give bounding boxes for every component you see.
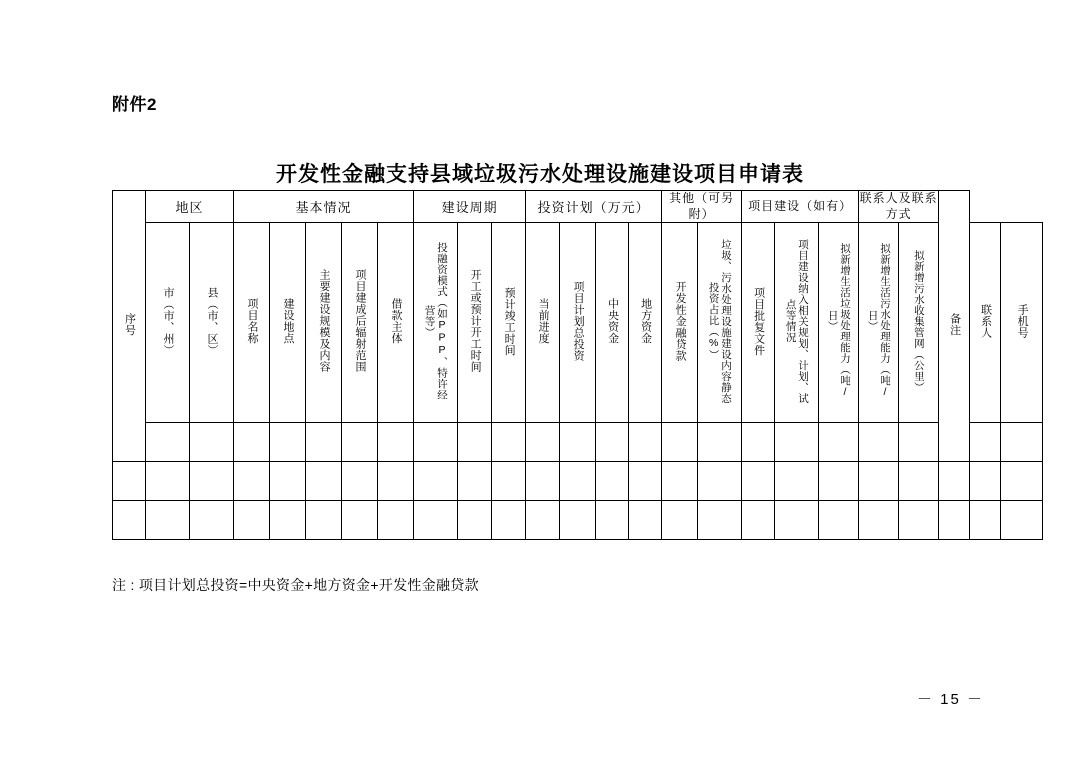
header-approval-document: 项目批复文件 xyxy=(742,223,775,423)
cell[interactable] xyxy=(662,423,698,462)
header-city: 市（市、州） xyxy=(146,223,190,423)
cell[interactable] xyxy=(1001,462,1043,501)
header-completion-time: 预计竣工时间 xyxy=(492,223,526,423)
page-number: － 15 － xyxy=(916,691,984,708)
header-project-name: 项目名称 xyxy=(234,223,270,423)
cell[interactable] xyxy=(414,501,458,540)
cell[interactable] xyxy=(775,462,819,501)
cell[interactable] xyxy=(342,501,378,540)
cell[interactable] xyxy=(378,501,414,540)
header-radiation-scope: 项目建成后辐射范围 xyxy=(342,223,378,423)
cell[interactable] xyxy=(1001,501,1043,540)
cell[interactable] xyxy=(526,423,560,462)
cell[interactable] xyxy=(234,423,270,462)
header-new-sewage-capacity: 拟新增生活污水处理能力（吨/日） xyxy=(859,223,899,423)
cell[interactable] xyxy=(458,462,492,501)
header-plan-inclusion: 项目建设纳入相关规划、计划、试点等情况 xyxy=(775,223,819,423)
cell[interactable] xyxy=(378,423,414,462)
cell[interactable] xyxy=(629,462,662,501)
cell[interactable] xyxy=(146,462,190,501)
header-total-investment: 项目计划总投资 xyxy=(560,223,596,423)
cell[interactable] xyxy=(742,423,775,462)
cell[interactable] xyxy=(859,462,899,501)
header-financing-mode: 投融资模式（如PPP、特许经营等） xyxy=(414,223,458,423)
cell[interactable] xyxy=(819,423,859,462)
cell[interactable] xyxy=(859,423,899,462)
cell[interactable] xyxy=(698,501,742,540)
cell[interactable] xyxy=(629,501,662,540)
header-new-waste-capacity: 拟新增生活垃圾处理能力（吨/日） xyxy=(819,223,859,423)
cell[interactable] xyxy=(270,423,306,462)
cell[interactable] xyxy=(596,462,629,501)
cell[interactable] xyxy=(819,462,859,501)
header-dev-finance-loan: 开发性金融贷款 xyxy=(662,223,698,423)
cell[interactable] xyxy=(234,501,270,540)
form-table xyxy=(112,190,1043,540)
cell[interactable] xyxy=(146,423,190,462)
cell[interactable] xyxy=(342,423,378,462)
header-remark: 备注 xyxy=(939,191,970,462)
cell[interactable] xyxy=(970,501,1001,540)
header-local-funds: 地方资金 xyxy=(629,223,662,423)
cell[interactable] xyxy=(492,501,526,540)
page-title: 开发性金融支持县域垃圾污水处理设施建设项目申请表 xyxy=(276,163,804,186)
cell[interactable] xyxy=(146,501,190,540)
table-sub-header-row xyxy=(113,223,1043,423)
table-row[interactable] xyxy=(113,501,1043,540)
cell[interactable] xyxy=(378,462,414,501)
application-form-table xyxy=(112,190,1029,540)
cell[interactable] xyxy=(270,501,306,540)
group-header-period: 建设周期 xyxy=(414,191,526,223)
cell[interactable] xyxy=(662,462,698,501)
header-mobile-number: 手机号 xyxy=(1001,223,1043,423)
cell[interactable] xyxy=(899,501,939,540)
cell[interactable] xyxy=(458,423,492,462)
cell[interactable] xyxy=(306,423,342,462)
header-seq: 序号 xyxy=(113,191,146,462)
header-static-investment-ratio: 垃圾、污水处理设施建设内容静态投资占比（%） xyxy=(698,223,742,423)
table-row[interactable] xyxy=(113,423,1043,462)
cell[interactable] xyxy=(492,423,526,462)
cell[interactable] xyxy=(458,501,492,540)
group-header-other: 其他（可另附） xyxy=(662,191,742,223)
cell[interactable] xyxy=(526,501,560,540)
cell[interactable] xyxy=(698,462,742,501)
cell[interactable] xyxy=(414,462,458,501)
cell[interactable] xyxy=(629,423,662,462)
cell[interactable] xyxy=(190,423,234,462)
cell[interactable] xyxy=(970,423,1001,462)
header-current-progress: 当前进度 xyxy=(526,223,560,423)
cell[interactable] xyxy=(899,423,939,462)
table-row[interactable] xyxy=(113,462,1043,501)
header-construction-site: 建设地点 xyxy=(270,223,306,423)
table-group-header-row xyxy=(113,191,1043,223)
cell[interactable] xyxy=(596,501,629,540)
cell[interactable] xyxy=(596,423,629,462)
cell[interactable] xyxy=(414,423,458,462)
header-start-time: 开工或预计开工时间 xyxy=(458,223,492,423)
header-contact-person: 联系人 xyxy=(970,223,1001,423)
cell[interactable] xyxy=(970,462,1001,501)
cell[interactable] xyxy=(113,462,146,501)
cell[interactable] xyxy=(1001,423,1043,462)
header-borrower: 借款主体 xyxy=(378,223,414,423)
cell[interactable] xyxy=(526,462,560,501)
cell[interactable] xyxy=(560,462,596,501)
cell[interactable] xyxy=(234,462,270,501)
table-note: 注 : 项目计划总投资=中央资金+地方资金+开发性金融贷款 xyxy=(112,577,479,593)
cell[interactable] xyxy=(698,423,742,462)
cell[interactable] xyxy=(113,501,146,540)
cell[interactable] xyxy=(775,423,819,462)
cell[interactable] xyxy=(270,462,306,501)
cell[interactable] xyxy=(775,501,819,540)
group-header-investment: 投资计划（万元） xyxy=(526,191,662,223)
cell[interactable] xyxy=(560,423,596,462)
group-header-contact: 联系人及联系方式 xyxy=(859,191,939,223)
attachment-label: 附件2 xyxy=(112,95,157,114)
header-county: 县（市、区） xyxy=(190,223,234,423)
cell[interactable] xyxy=(939,501,970,540)
cell[interactable] xyxy=(939,462,970,501)
cell[interactable] xyxy=(742,462,775,501)
header-new-pipe-network: 拟新增污水收集管网（公里） xyxy=(899,223,939,423)
cell[interactable] xyxy=(342,462,378,501)
cell[interactable] xyxy=(560,501,596,540)
cell[interactable] xyxy=(190,501,234,540)
cell[interactable] xyxy=(899,462,939,501)
cell[interactable] xyxy=(306,501,342,540)
group-header-basic: 基本情况 xyxy=(234,191,414,223)
cell[interactable] xyxy=(190,462,234,501)
cell[interactable] xyxy=(306,462,342,501)
group-header-region: 地区 xyxy=(146,191,234,223)
header-central-funds: 中央资金 xyxy=(596,223,629,423)
header-scale-content: 主要建设规模及内容 xyxy=(306,223,342,423)
group-header-construction: 项目建设（如有） xyxy=(742,191,859,223)
cell[interactable] xyxy=(492,462,526,501)
cell[interactable] xyxy=(859,501,899,540)
cell[interactable] xyxy=(742,501,775,540)
cell[interactable] xyxy=(819,501,859,540)
cell[interactable] xyxy=(662,501,698,540)
